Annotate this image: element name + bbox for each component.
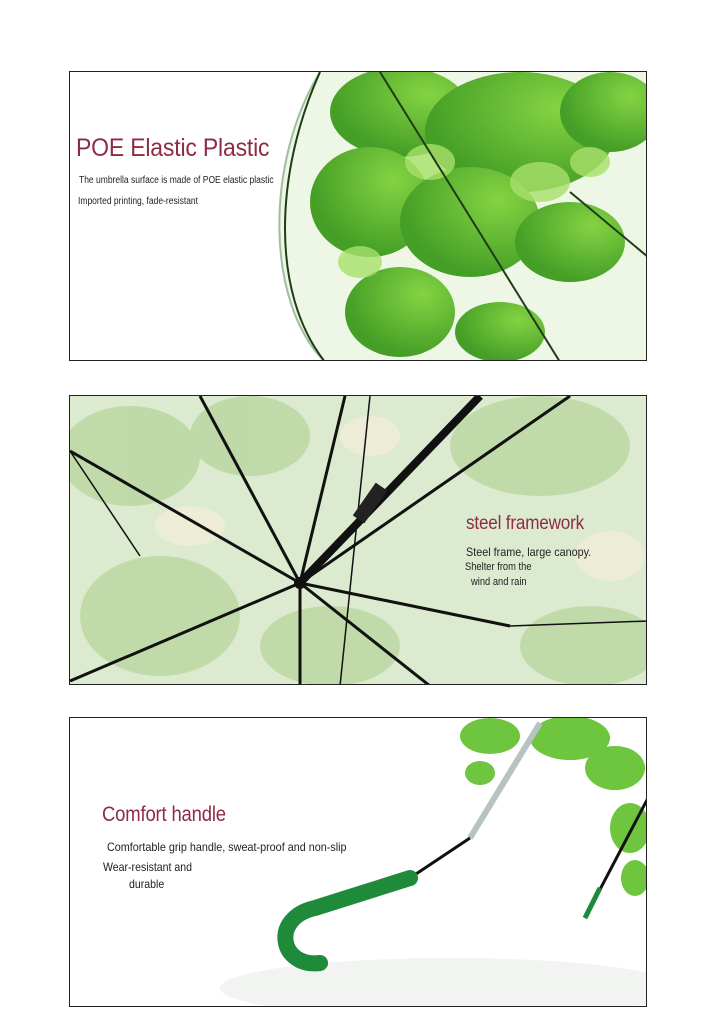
panel-description: Steel frame, large canopy. — [466, 545, 592, 559]
leaf-canopy-umbrella-image — [70, 72, 647, 361]
comfort-handle-panel — [69, 717, 647, 1007]
panel-description: Imported printing, fade-resistant — [78, 196, 199, 207]
panel-title: POE Elastic Plastic — [76, 134, 270, 162]
panel-description: The umbrella surface is made of POE elastic plastic — [79, 175, 274, 186]
panel-description: Wear-resistant and — [103, 860, 193, 874]
panel-description: Comfortable grip handle, sweat-proof and non-slip — [107, 840, 347, 854]
panel-description: durable — [129, 877, 165, 891]
poe-plastic-panel — [69, 71, 647, 361]
steel-framework-panel — [69, 395, 647, 685]
panel-title: Comfort handle — [102, 803, 226, 826]
panel-description: Shelter from the — [465, 561, 532, 573]
panel-description: wind and rain — [471, 576, 527, 588]
umbrella-frame-image — [70, 396, 647, 685]
panel-title: steel framework — [466, 513, 584, 534]
